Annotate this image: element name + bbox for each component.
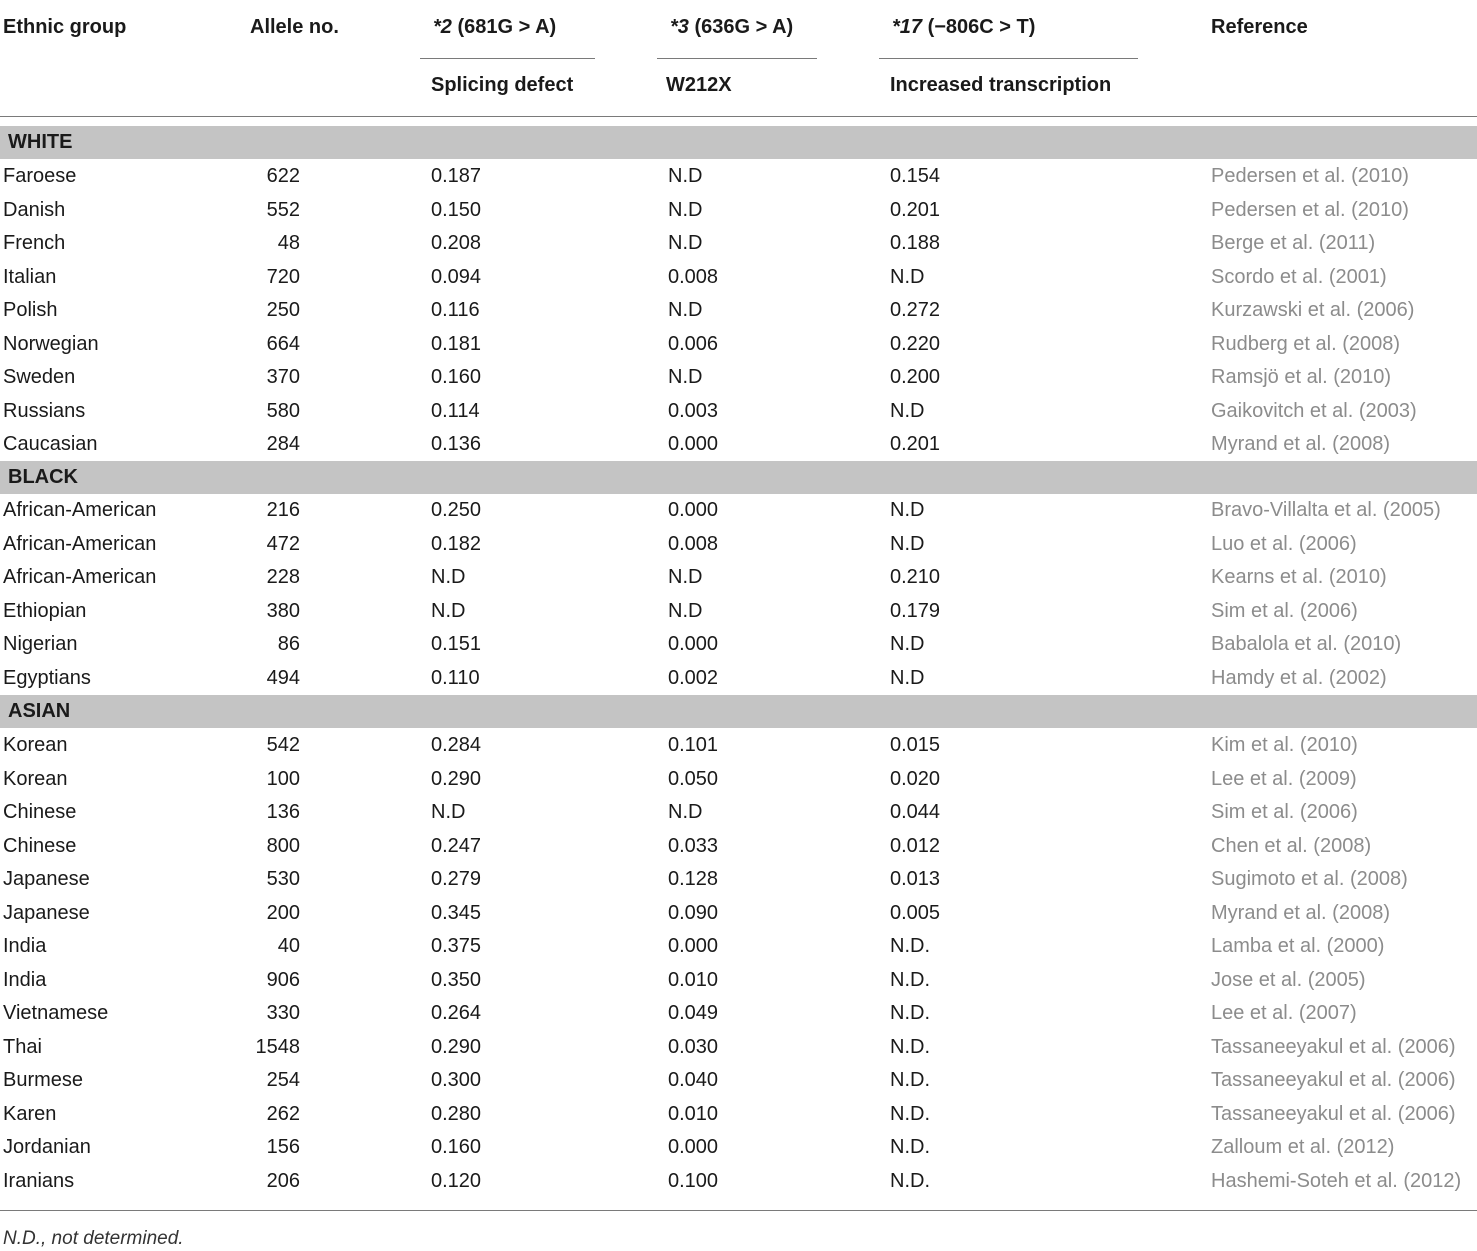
cell-ethnic-group: Russians bbox=[3, 399, 86, 422]
table-row bbox=[0, 160, 1477, 193]
cell-star3: N.D bbox=[668, 299, 703, 321]
cell-reference: Bravo-Villalta et al. (2005) bbox=[1211, 499, 1441, 521]
cell-star3: 0.033 bbox=[668, 834, 719, 857]
cell-allele-no: 156 bbox=[266, 1136, 300, 1158]
cell-star2: 0.247 bbox=[431, 834, 482, 857]
cell-ethnic-group: Nigerian bbox=[3, 633, 78, 655]
header-star2-effect: Splicing defect bbox=[431, 74, 574, 96]
cell-allele-no: 1548 bbox=[255, 1035, 300, 1058]
table-row bbox=[0, 1064, 1477, 1097]
cell-star3: N.D bbox=[668, 366, 703, 388]
cell-star3: 0.002 bbox=[668, 666, 719, 689]
cell-ethnic-group: India bbox=[3, 968, 47, 991]
cell-star2: 0.160 bbox=[431, 366, 482, 388]
cell-reference: Jose et al. (2005) bbox=[1211, 968, 1366, 991]
cell-star17: 0.012 bbox=[890, 834, 941, 857]
cell-star17: N.D. bbox=[890, 968, 930, 991]
cell-ethnic-group: Italian bbox=[3, 265, 57, 288]
cell-ethnic-group: Danish bbox=[3, 198, 66, 221]
cell-star3: 0.000 bbox=[668, 935, 719, 957]
cell-ethnic-group: Japanese bbox=[3, 901, 90, 924]
cell-star2: 0.150 bbox=[431, 198, 482, 221]
cell-star17: N.D bbox=[890, 532, 925, 555]
cell-star2: 0.280 bbox=[431, 1102, 482, 1125]
cell-star2: N.D bbox=[431, 599, 466, 622]
cell-ethnic-group: Thai bbox=[3, 1035, 42, 1058]
cell-star17: N.D bbox=[890, 633, 925, 655]
cell-star17: N.D. bbox=[890, 1136, 930, 1158]
table-row bbox=[0, 395, 1477, 428]
cell-reference: Zalloum et al. (2012) bbox=[1211, 1136, 1395, 1158]
cell-star2: 0.187 bbox=[431, 165, 482, 187]
cell-allele-no: 580 bbox=[266, 399, 300, 422]
cell-star17: N.D bbox=[890, 666, 925, 689]
cell-star2: 0.120 bbox=[431, 1169, 482, 1192]
cell-star2: 0.182 bbox=[431, 532, 482, 555]
cell-star3: 0.006 bbox=[668, 332, 719, 355]
cell-reference: Berge et al. (2011) bbox=[1211, 232, 1376, 254]
cell-star17: 0.200 bbox=[890, 366, 941, 388]
table-row bbox=[0, 595, 1477, 628]
cell-ethnic-group: African-American bbox=[3, 499, 157, 521]
cell-star2: 0.264 bbox=[431, 1002, 482, 1024]
cell-allele-no: 472 bbox=[266, 532, 300, 555]
cell-ethnic-group: India bbox=[3, 935, 47, 957]
table-row bbox=[0, 763, 1477, 796]
cell-reference: Lamba et al. (2000) bbox=[1211, 935, 1385, 957]
cell-allele-no: 330 bbox=[266, 1002, 300, 1024]
cell-allele-no: 254 bbox=[266, 1069, 300, 1091]
cell-star17: 0.005 bbox=[890, 901, 941, 924]
cell-star3: N.D bbox=[668, 566, 703, 588]
cell-star2: 0.136 bbox=[431, 433, 482, 455]
cell-ethnic-group: Ethiopian bbox=[3, 599, 87, 622]
cell-star17: N.D bbox=[890, 499, 925, 521]
table-bottom-rule bbox=[0, 1210, 1477, 1211]
cell-allele-no: 100 bbox=[266, 767, 300, 790]
cell-star17: 0.015 bbox=[890, 734, 941, 756]
cell-reference: Scordo et al. (2001) bbox=[1211, 265, 1387, 288]
table-row bbox=[0, 830, 1477, 863]
cell-star2: 0.160 bbox=[431, 1136, 482, 1158]
cell-star2: 0.110 bbox=[431, 666, 480, 689]
cell-star17: 0.044 bbox=[890, 801, 941, 823]
table-row bbox=[0, 662, 1477, 695]
cell-allele-no: 40 bbox=[277, 935, 300, 957]
cell-star3: 0.000 bbox=[668, 633, 719, 655]
table-row bbox=[0, 1131, 1477, 1164]
cell-allele-no: 664 bbox=[266, 332, 300, 355]
table-row bbox=[0, 361, 1477, 394]
cell-allele-no: 720 bbox=[266, 265, 300, 288]
cell-reference: Gaikovitch et al. (2003) bbox=[1211, 399, 1417, 422]
cell-star17: N.D bbox=[890, 399, 925, 422]
cell-allele-no: 800 bbox=[266, 834, 300, 857]
cell-reference: Tassaneeyakul et al. (2006) bbox=[1211, 1102, 1456, 1125]
cell-star2: 0.300 bbox=[431, 1069, 482, 1091]
header-star17-change: (−806C > T) bbox=[927, 16, 1036, 38]
cell-ethnic-group: Korean bbox=[3, 767, 68, 790]
table-row bbox=[0, 897, 1477, 930]
cell-ethnic-group: Vietnamese bbox=[3, 1002, 109, 1024]
cell-star2: 0.250 bbox=[431, 499, 482, 521]
cell-star17: N.D. bbox=[890, 1002, 930, 1024]
table-row bbox=[0, 964, 1477, 997]
cell-ethnic-group: Jordanian bbox=[3, 1136, 91, 1158]
cell-ethnic-group: Sweden bbox=[3, 366, 76, 388]
cell-star2: 0.350 bbox=[431, 968, 482, 991]
cell-star3: 0.049 bbox=[668, 1002, 719, 1024]
cell-star17: 0.013 bbox=[890, 868, 941, 890]
header-ethnic-group: Ethnic group bbox=[3, 16, 127, 38]
cell-star17: 0.220 bbox=[890, 332, 941, 355]
cell-reference: Myrand et al. (2008) bbox=[1211, 901, 1390, 924]
table-row bbox=[0, 428, 1477, 461]
cell-ethnic-group: African-American bbox=[3, 566, 157, 588]
cell-star3: 0.100 bbox=[668, 1169, 719, 1192]
cell-ethnic-group: Chinese bbox=[3, 834, 77, 857]
table-row bbox=[0, 1165, 1477, 1198]
cell-star3: 0.050 bbox=[668, 767, 719, 790]
cell-ethnic-group: Norwegian bbox=[3, 332, 99, 355]
cell-star17: N.D. bbox=[890, 1069, 930, 1091]
cell-star3: 0.128 bbox=[668, 868, 719, 890]
cell-star3: 0.010 bbox=[668, 1102, 719, 1125]
cell-allele-no: 380 bbox=[266, 599, 300, 622]
cell-star3: N.D bbox=[668, 165, 703, 187]
cell-allele-no: 370 bbox=[266, 366, 300, 388]
cell-star2: 0.290 bbox=[431, 1035, 482, 1058]
cell-ethnic-group: Chinese bbox=[3, 801, 77, 823]
cell-star2: 0.375 bbox=[431, 935, 482, 957]
cell-ethnic-group: Burmese bbox=[3, 1069, 84, 1091]
cell-reference: Rudberg et al. (2008) bbox=[1211, 332, 1401, 355]
cell-star2: 0.181 bbox=[431, 332, 482, 355]
cell-allele-no: 200 bbox=[266, 901, 300, 924]
cell-reference: Hamdy et al. (2002) bbox=[1211, 666, 1387, 689]
cell-allele-no: 530 bbox=[266, 868, 300, 890]
cell-star2: 0.284 bbox=[431, 734, 482, 756]
cell-star3: 0.030 bbox=[668, 1035, 719, 1058]
cell-ethnic-group: Iranians bbox=[3, 1169, 75, 1192]
cell-star2: 0.094 bbox=[431, 265, 482, 288]
cell-star17: 0.201 bbox=[890, 198, 941, 221]
cell-ethnic-group: Faroese bbox=[3, 165, 77, 187]
cell-star17: N.D. bbox=[890, 935, 930, 957]
cell-ethnic-group: Korean bbox=[3, 734, 68, 756]
table-row bbox=[0, 528, 1477, 561]
cell-reference: Kurzawski et al. (2006) bbox=[1211, 299, 1415, 321]
cell-reference: Sim et al. (2006) bbox=[1211, 801, 1358, 823]
cell-reference: Chen et al. (2008) bbox=[1211, 834, 1372, 857]
cell-star3: N.D bbox=[668, 232, 703, 254]
cell-allele-no: 552 bbox=[266, 198, 300, 221]
cell-allele-no: 262 bbox=[266, 1102, 300, 1125]
cell-allele-no: 216 bbox=[266, 499, 300, 521]
cell-star17: 0.210 bbox=[890, 566, 941, 588]
table-row bbox=[0, 194, 1477, 227]
cell-star2: 0.114 bbox=[431, 399, 480, 422]
header-star2-change: (681G > A) bbox=[457, 16, 557, 38]
table-row bbox=[0, 930, 1477, 963]
header-star17-effect: Increased transcription bbox=[890, 74, 1112, 96]
cell-reference: Kearns et al. (2010) bbox=[1211, 566, 1387, 588]
cell-ethnic-group: Polish bbox=[3, 299, 58, 321]
table-row bbox=[0, 294, 1477, 327]
cell-star17: 0.179 bbox=[890, 599, 941, 622]
cell-ethnic-group: Japanese bbox=[3, 868, 90, 890]
section-black: BLACK bbox=[0, 461, 1477, 494]
cell-ethnic-group: Egyptians bbox=[3, 666, 91, 689]
table-row bbox=[0, 1031, 1477, 1064]
cell-star3: N.D bbox=[668, 599, 703, 622]
header-allele-no: Allele no. bbox=[250, 16, 339, 38]
cell-allele-no: 228 bbox=[266, 566, 300, 588]
cell-allele-no: 86 bbox=[277, 633, 300, 655]
cell-reference: Kim et al. (2010) bbox=[1211, 734, 1358, 756]
cell-reference: Babalola et al. (2010) bbox=[1211, 633, 1402, 655]
cell-star17: 0.272 bbox=[890, 299, 941, 321]
cell-ethnic-group: Caucasian bbox=[3, 433, 98, 455]
cell-star3: 0.008 bbox=[668, 265, 719, 288]
cell-reference: Sugimoto et al. (2008) bbox=[1211, 868, 1408, 890]
cell-star3: 0.003 bbox=[668, 399, 719, 422]
cell-ethnic-group: French bbox=[3, 232, 66, 254]
cell-star2: N.D bbox=[431, 801, 466, 823]
cell-star2: 0.279 bbox=[431, 868, 482, 890]
cell-star3: N.D bbox=[668, 801, 703, 823]
cell-star2: N.D bbox=[431, 566, 466, 588]
cell-reference: Lee et al. (2009) bbox=[1211, 767, 1357, 790]
cell-allele-no: 542 bbox=[266, 734, 300, 756]
cell-star3: 0.000 bbox=[668, 1136, 719, 1158]
cell-star3: 0.040 bbox=[668, 1069, 719, 1091]
cell-star2: 0.151 bbox=[431, 633, 482, 655]
cell-allele-no: 206 bbox=[266, 1169, 300, 1192]
table-row bbox=[0, 227, 1477, 260]
cell-star17: 0.154 bbox=[890, 165, 941, 187]
cell-allele-no: 48 bbox=[277, 232, 300, 254]
table-row bbox=[0, 628, 1477, 661]
cell-star2: 0.208 bbox=[431, 232, 482, 254]
table-row bbox=[0, 1098, 1477, 1131]
table-row bbox=[0, 261, 1477, 294]
header-star2-name: *2 bbox=[433, 16, 452, 38]
cell-reference: Pedersen et al. (2010) bbox=[1211, 165, 1409, 187]
cell-star17: 0.020 bbox=[890, 767, 941, 790]
cell-star3: 0.008 bbox=[668, 532, 719, 555]
cell-allele-no: 906 bbox=[266, 968, 300, 991]
cell-star2: 0.290 bbox=[431, 767, 482, 790]
cell-allele-no: 494 bbox=[266, 666, 300, 689]
cell-reference: Sim et al. (2006) bbox=[1211, 599, 1358, 622]
cell-star3: 0.010 bbox=[668, 968, 719, 991]
cell-star3: 0.000 bbox=[668, 499, 719, 521]
cell-reference: Tassaneeyakul et al. (2006) bbox=[1211, 1035, 1456, 1058]
cell-allele-no: 622 bbox=[266, 165, 300, 187]
header-star3-change: (636G > A) bbox=[694, 16, 794, 38]
cell-allele-no: 136 bbox=[266, 801, 300, 823]
cell-reference: Myrand et al. (2008) bbox=[1211, 433, 1390, 455]
cell-allele-no: 284 bbox=[266, 433, 300, 455]
table-row bbox=[0, 997, 1477, 1030]
cell-star17: N.D. bbox=[890, 1102, 930, 1125]
table-row bbox=[0, 561, 1477, 594]
header-star17-name: *17 bbox=[892, 16, 923, 38]
cell-star17: N.D. bbox=[890, 1035, 930, 1058]
cell-allele-no: 250 bbox=[266, 299, 300, 321]
cell-star3: 0.101 bbox=[668, 734, 719, 756]
cell-star2: 0.116 bbox=[431, 299, 480, 321]
table-row bbox=[0, 729, 1477, 762]
cell-reference: Lee et al. (2007) bbox=[1211, 1002, 1357, 1024]
cell-reference: Ramsjö et al. (2010) bbox=[1211, 366, 1392, 388]
cell-reference: Luo et al. (2006) bbox=[1211, 532, 1357, 555]
cell-star17: N.D. bbox=[890, 1169, 930, 1192]
cell-star3: 0.000 bbox=[668, 433, 719, 455]
header-star3-name: *3 bbox=[670, 16, 689, 38]
cell-reference: Hashemi-Soteh et al. (2012) bbox=[1211, 1169, 1462, 1192]
cell-star3: N.D bbox=[668, 198, 703, 221]
cell-reference: Tassaneeyakul et al. (2006) bbox=[1211, 1069, 1456, 1091]
header-reference: Reference bbox=[1211, 16, 1308, 38]
section-white: WHITE bbox=[0, 126, 1477, 159]
table-row bbox=[0, 796, 1477, 829]
cell-star2: 0.345 bbox=[431, 901, 482, 924]
table-row bbox=[0, 494, 1477, 527]
cell-star3: 0.090 bbox=[668, 901, 719, 924]
header-star3-effect: W212X bbox=[666, 74, 732, 96]
footnote: N.D., not determined. bbox=[3, 1228, 184, 1249]
table-row bbox=[0, 863, 1477, 896]
cell-reference: Pedersen et al. (2010) bbox=[1211, 198, 1409, 221]
table-row bbox=[0, 328, 1477, 361]
cell-star17: N.D bbox=[890, 265, 925, 288]
cell-star17: 0.188 bbox=[890, 232, 941, 254]
section-asian: ASIAN bbox=[0, 695, 1477, 728]
cell-ethnic-group: African-American bbox=[3, 532, 157, 555]
cell-star17: 0.201 bbox=[890, 433, 941, 455]
cell-ethnic-group: Karen bbox=[3, 1102, 57, 1125]
